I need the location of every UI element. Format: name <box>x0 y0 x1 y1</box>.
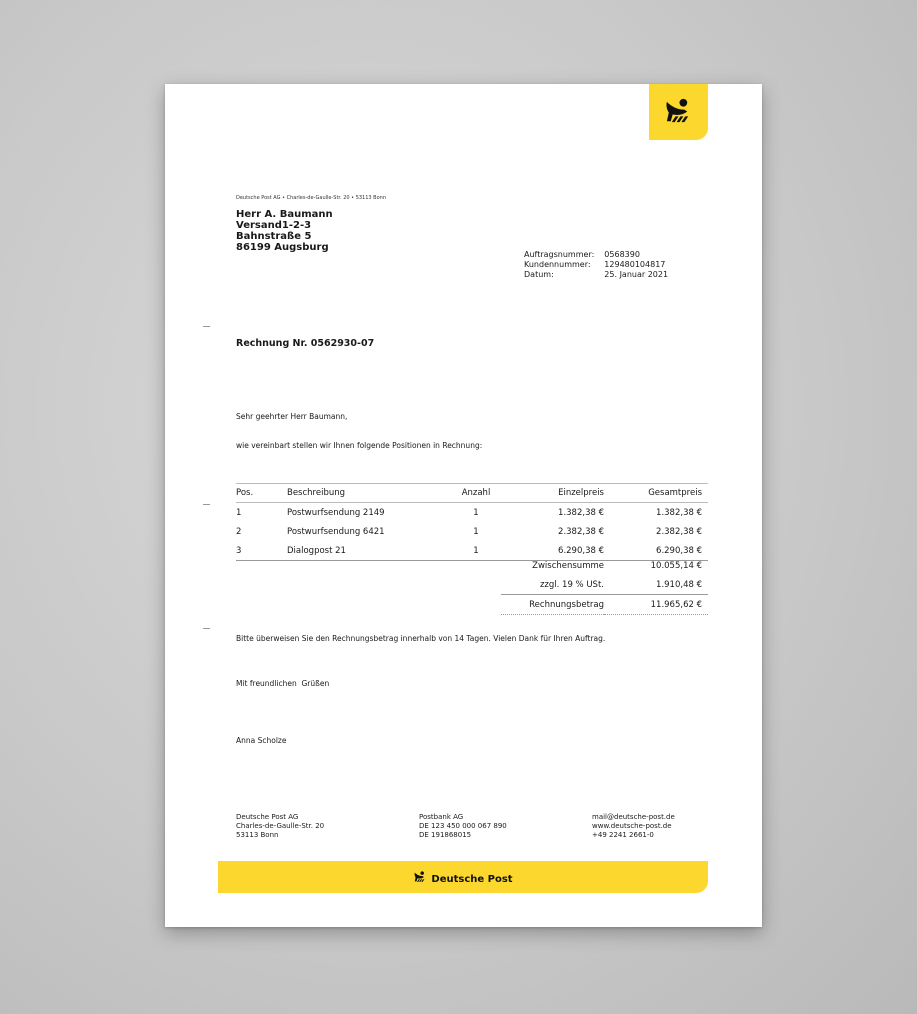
vat-row <box>501 575 708 595</box>
fold-mark <box>203 504 210 505</box>
table-cell: 1 <box>473 507 479 518</box>
footer-line: 53113 Bonn <box>236 831 279 839</box>
table-cell: 1 <box>446 541 506 561</box>
footer-website: www.deutsche-post.de <box>592 822 672 830</box>
recipient-address <box>236 209 333 253</box>
table-cell: Dialogpost 21 <box>287 541 446 561</box>
total-label: Rechnungsbetrag <box>501 595 604 615</box>
total-value: 1.910,48 € <box>656 579 702 590</box>
signature-name: Anna Scholze <box>236 736 287 745</box>
table-row <box>236 522 708 541</box>
totals-block <box>501 556 708 615</box>
table-cell: 1 <box>473 526 479 537</box>
meta-label: Auftragsnummer: <box>524 250 595 259</box>
table-cell: 1.382,38 € <box>558 507 604 518</box>
total-label: Zwischensumme <box>532 560 604 571</box>
meta-value: 0568390 <box>604 250 640 259</box>
posthorn-icon <box>413 870 427 884</box>
meta-label: Datum: <box>524 270 554 279</box>
intro-text: wie vereinbart stellen wir Ihnen folgende Positionen in Rechnung: <box>236 441 483 450</box>
footer-line: Charles-de-Gaulle-Str. 20 <box>236 822 325 830</box>
recipient-line: 86199 Augsburg <box>236 242 329 253</box>
recipient-line: Versand1-2-3 <box>236 220 312 231</box>
brand-name: Deutsche Post <box>431 874 513 885</box>
footer-line: DE 123 450 000 067 890 <box>419 822 507 830</box>
recipient-line: Bahnstraße 5 <box>236 231 312 242</box>
table-cell: 6.290,38 € <box>610 541 708 561</box>
footer-contact <box>592 813 675 840</box>
column-header: Einzelpreis <box>506 484 610 503</box>
footer-line: Deutsche Post AG <box>236 813 299 821</box>
table-cell: 3 <box>236 541 287 561</box>
footer-email: mail@deutsche-post.de <box>592 813 675 821</box>
invoice-page <box>165 84 762 927</box>
fold-mark <box>203 326 210 327</box>
table-cell: 1.382,38 € <box>656 507 702 518</box>
column-header: Pos. <box>236 484 287 503</box>
table-cell: 1 <box>236 507 242 518</box>
recipient-line: Herr A. Baumann <box>236 209 333 220</box>
table-cell: Postwurfsendung 6421 <box>287 526 385 537</box>
column-header: Anzahl <box>446 484 506 503</box>
logo-box <box>649 84 708 140</box>
meta-value: 25. Januar 2021 <box>604 270 669 279</box>
footer-phone: +49 2241 2661-0 <box>592 831 654 839</box>
fold-mark <box>203 628 210 629</box>
table-cell: 6.290,38 € <box>506 541 610 561</box>
total-label: zzgl. 19 % USt. <box>539 579 604 590</box>
column-header: Gesamtpreis <box>610 484 708 503</box>
footer-line: Postbank AG <box>419 813 464 821</box>
total-value: 11.965,62 € <box>604 595 708 615</box>
order-meta <box>524 250 668 280</box>
meta-value: 129480104817 <box>604 260 666 269</box>
footer-brand-bar <box>218 861 708 893</box>
total-value: 10.055,14 € <box>650 560 702 571</box>
table-cell: Postwurfsendung 2149 <box>287 507 385 518</box>
items-table <box>236 483 708 561</box>
invoice-total-row <box>501 595 708 615</box>
closing-text: Mit freundlichen Grüßen <box>236 679 330 688</box>
posthorn-icon <box>663 96 694 127</box>
sender-line: Deutsche Post AG • Charles-de-Gaulle-Str. 20 • 53113 Bonn <box>236 195 387 201</box>
footer-bank <box>419 813 507 840</box>
salutation: Sehr geehrter Herr Baumann, <box>236 412 348 421</box>
table-row <box>236 503 708 523</box>
footer-line: DE 191868015 <box>419 831 472 839</box>
invoice-subject: Rechnung Nr. 0562930-07 <box>236 338 375 349</box>
table-cell: 2 <box>236 526 242 537</box>
meta-label: Kundennummer: <box>524 260 591 269</box>
payment-note: Bitte überweisen Sie den Rechnungsbetrag innerhalb von 14 Tagen. Vielen Dank für Ihren Auftrag. <box>236 634 606 643</box>
footer-company <box>236 813 324 840</box>
table-cell: 2.382,38 € <box>656 526 702 537</box>
table-header-row <box>236 484 708 503</box>
table-cell: 2.382,38 € <box>558 526 604 537</box>
subtotal-row <box>501 556 708 575</box>
column-header: Beschreibung <box>287 484 446 503</box>
